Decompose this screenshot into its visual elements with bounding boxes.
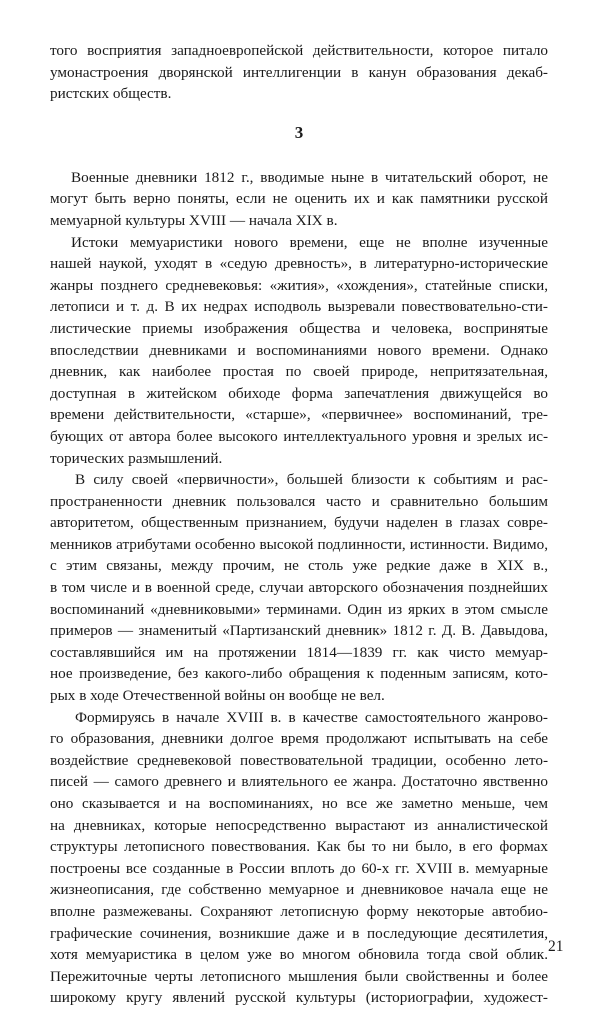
para1-line-3: мемуарной культуры XVIII — начала XIX в. (50, 211, 338, 229)
para2-line-10: бующих от автора более высокого интеллектуального уровня и зрелых ис- (50, 427, 548, 445)
para2-line-3: жанры позднего средневековья: «жития», «хождения», статейные списки, (50, 276, 548, 294)
para2-line-7: дневник, как наиболее простая по своей природе, непритязательная, (50, 363, 548, 381)
para3-line-5: с этим связаны, между прочим, не столь уже редкие даже в XIX в., (50, 557, 548, 575)
para1-line-2: могут быть верно поняты, если не оценить их и как памятники русской (50, 190, 548, 208)
paragraph-2 (50, 232, 548, 470)
para2-line-9: времени действительности, «старше», «первичнее» воспоминаний, тре- (50, 406, 548, 424)
para4-line-9: жизнеописания, где собственно мемуарное и дневниковое начала еще не (50, 881, 548, 899)
para4-line-10: вполне размежеваны. Сохраняют летописную форму некоторые автобио- (50, 902, 548, 920)
para4-line-4: писей — самого древнего и влиятельного ее жанра. Достаточно явственно (50, 773, 548, 791)
para4-line-3: воздействие средневековой повествовательной традиции, особенно лето- (50, 751, 548, 769)
para3-line-2: пространенности дневник пользовался часто и сравнительно большим (50, 492, 548, 510)
para3-line-4: менников атрибутами особенно высокой подлинности, истинности. Видимо, (50, 535, 548, 553)
para2-line-8: доступная в житейском обиходе форма запечатления движущейся во (50, 384, 548, 402)
para4-line-2: го образования, дневники долгое время продолжают испытывать на себе (50, 730, 548, 748)
page-number: 21 (548, 938, 564, 955)
para4-line-13: Пережиточные черты летописного мышления были свойственны и более (50, 967, 548, 985)
para3-line-8: примеров — знаменитый «Партизанский дневник» 1812 г. Д. В. Давыдова, (50, 622, 548, 640)
para4-line-8: построены все созданные в России вплоть до 60-х гг. XVIII в. мемуарные (50, 859, 548, 877)
para2-line-5: листические приемы изображения общества и человека, воспринятые (50, 319, 548, 337)
intro-line-2: умонастроения дворянской интеллигенции в канун образования декаб- (50, 63, 548, 81)
intro-line-3: ристских обществ. (50, 85, 172, 103)
para4-line-5: оно сказывается и на воспоминаниях, но все же заметно меньше, чем (50, 795, 548, 812)
para2-line-1: Истоки мемуаристики нового времени, еще не вполне изученные (71, 233, 548, 251)
para3-line-9: составлявшийся им на протяжении 1814—1839 гг. как чисто мемуар- (50, 643, 548, 661)
para3-line-10: ное произведение, без какого-либо обращения к поденным записям, кото- (50, 665, 548, 683)
para4-line-7: структуры летописного повествования. Как бы то ни было, в его формах (50, 838, 548, 856)
para4-line-14: широкому кругу явлений русской культуры (историографии, художест- (50, 989, 548, 1007)
intro-paragraph (50, 40, 548, 105)
para3-line-11: рых в ходе Отечественной войны он вообще не вел. (50, 687, 385, 705)
para4-line-11: графические сочинения, возникшие даже и в последующие десятилетия, (50, 924, 548, 942)
para2-line-11: торических размышлений. (50, 449, 223, 467)
para1-line-1: Военные дневники 1812 г., вводимые ныне в читательский оборот, не (71, 168, 548, 186)
paragraph-4 (50, 707, 548, 1009)
para2-line-6: впоследствии дневниками и воспоминаниями нового времени. Однако (50, 341, 548, 359)
para4-line-12: хотя мемуаристика в целом уже во многом обновила тогда свой облик. (50, 946, 548, 964)
para2-line-2: нашей наукой, уходят в «седую древность», в литературно-исторические (50, 255, 548, 273)
para4-line-1: Формируясь в начале XVIII в. в качестве самостоятельного жанрово- (75, 708, 548, 726)
section-number: 3 (294, 122, 304, 142)
para4-line-6: на дневниках, которые непосредственно вырастают из анналистической (50, 816, 548, 834)
para3-line-7: воспоминаний «дневниковыми» терминами. Один из ярких в этом смысле (50, 600, 548, 618)
paragraph-3 (50, 469, 548, 707)
para3-line-3: авторитетом, общественным признанием, будучи наделен в глазах совре- (50, 514, 548, 532)
para3-line-6: в том числе и в военной среде, случаи авторского обозначения позднейших (50, 579, 548, 597)
para3-line-1: В силу своей «первичности», большей близости к событиям и рас- (75, 471, 548, 489)
page-body (50, 40, 548, 1009)
para2-line-4: летописи и т. д. В их недрах исподволь вызревали повествовательно-сти- (50, 298, 548, 316)
paragraph-1 (50, 167, 548, 232)
intro-line-1: того восприятия западноевропейской действительности, которое питало (50, 42, 548, 59)
